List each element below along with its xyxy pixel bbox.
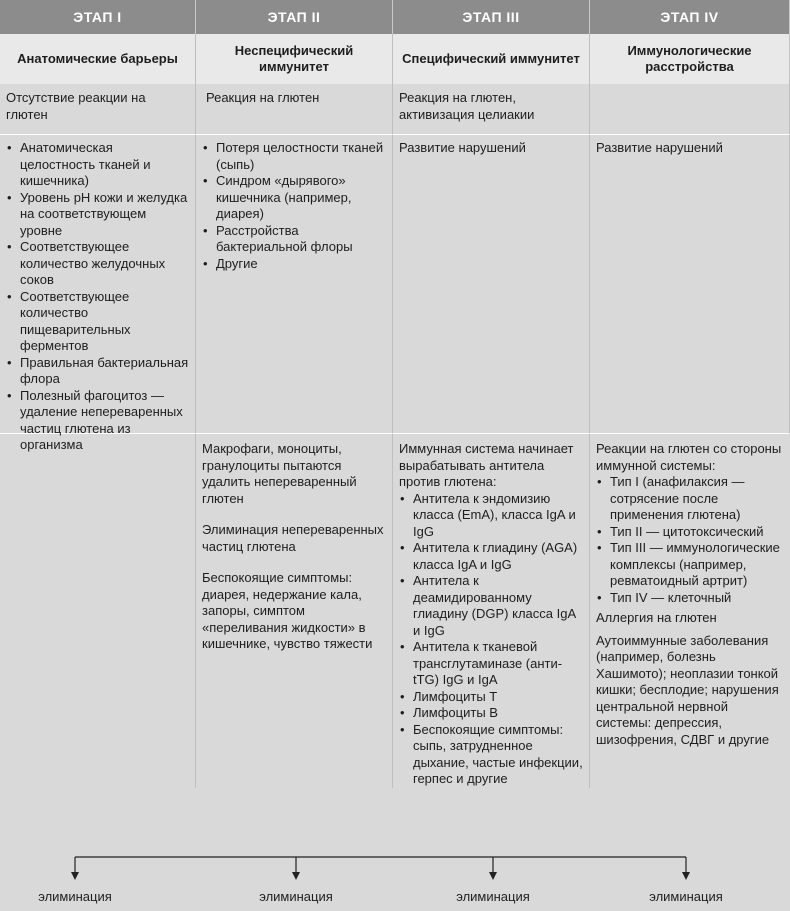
list-item: • Беспокоящие симптомы: сыпь, затрудненное дыхание, частые инфекции, герпес и другие [399,722,583,788]
list-item: • Расстройства бактериальной флоры [202,223,386,256]
list-item: • Соответствующее количество желудочных соков [6,239,189,289]
paragraph: Элиминация непереваренных частиц глютена [202,522,384,554]
paragraph: Макрофаги, моноциты, гранулоциты пытаются удалить непереваренный глютен [202,441,357,506]
stage-1-header: ЭТАП I [0,0,196,34]
subheader-specific: Специфический иммунитет [393,34,590,84]
barriers-list [6,140,189,454]
arrow-head-icon [292,872,300,880]
list-item: • Правильная бактериальная флора [6,355,189,388]
list-item: • Анатомическая целостность тканей и кишечника) [6,140,189,190]
paragraph: Беспокоящие симптомы: диарея, недержание кала, запоры, симптом «переливания жидкости» в кишечнике, чувство тяжести [202,570,373,651]
immune-reactions-cell [590,434,790,788]
flow-arrows [0,855,790,885]
elimination-label: элиминация [38,889,112,904]
development-cell-3: Развитие нарушений [393,135,590,434]
list-item: • Соответствующее количество пищеварительных ферментов [6,289,189,355]
arrow-head-icon [489,872,497,880]
list-item: • Лимфоциты B [399,705,583,722]
list-item: • Другие [202,256,386,273]
autoimmune-text: Аутоиммунные заболевания (например, болезнь Хашимото); неоплазии тонкой кишки; бесплодие; нарушения центральной нервной системы: депрессия, шизофрения, СДВГ и другие [596,632,779,747]
list-item: • Тип IV — клеточный [596,590,784,607]
reactions-list [596,474,784,606]
arrow-head-icon [71,872,79,880]
elimination-label: элиминация [456,889,530,904]
barriers-cell [0,135,196,452]
elimination-flow [0,855,790,911]
nonspecific-list [202,140,386,272]
elimination-label: элиминация [259,889,333,904]
nonspecific-disorders-cell [196,135,393,434]
development-cell-4: Развитие нарушений [590,135,790,434]
list-item: • Синдром «дырявого» кишечника (например, диарея) [202,173,386,223]
antibodies-cell [393,434,590,788]
list-item: • Тип I (анафилаксия — сотрясение после применения глютена) [596,474,784,524]
list-item: • Антитела к эндомизию класса (EmA), класса IgA и IgG [399,491,583,541]
reaction-cell-4 [590,84,790,135]
antibodies-list [399,491,583,788]
allergy-text: Аллергия на глютен [596,610,717,625]
reactions-intro: Реакции на глютен со стороны иммунной системы: [596,441,782,473]
stage-2-header: ЭТАП II [196,0,393,34]
arrow-head-icon [682,872,690,880]
stage-3-header: ЭТАП III [393,0,590,34]
macrophage-cell [196,434,393,788]
reaction-cell-3: Реакция на глютен, активизация целиакии [393,84,590,135]
list-item: • Тип II — цитотоксический [596,524,784,541]
subheader-anatomic: Анатомические барьеры [0,34,196,84]
reaction-cell-2: Реакция на глютен [196,84,393,135]
subheader-immunologic: Иммунологические расстройства [590,34,790,84]
elimination-label: элиминация [649,889,723,904]
list-item: • Антитела к глиадину (AGA) класса IgA и IgG [399,540,583,573]
list-item: • Потеря целостности тканей (сыпь) [202,140,386,173]
empty-cell [0,434,196,788]
stage-4-header: ЭТАП IV [590,0,790,34]
subheader-nonspecific: Неспецифический иммунитет [196,34,393,84]
list-item: • Уровень pH кожи и желудка на соответствующем уровне [6,190,189,240]
list-item: • Тип III — иммунологические комплексы (например, ревматоидный артрит) [596,540,784,590]
list-item: • Антитела к деамидированному глиадину (DGP) класса IgA и IgG [399,573,583,639]
reaction-cell-1: Отсутствие реакции на глютен [0,84,196,135]
antibodies-intro: Иммунная система начинает вырабатывать антитела против глютена: [399,441,574,489]
list-item: • Антитела к тканевой трансглутаминазе (анти-tTG) IgG и IgA [399,639,583,689]
list-item: • Полезный фагоцитоз — удаление непереваренных частиц глютена из организма [6,388,189,454]
list-item: • Лимфоциты T [399,689,583,706]
